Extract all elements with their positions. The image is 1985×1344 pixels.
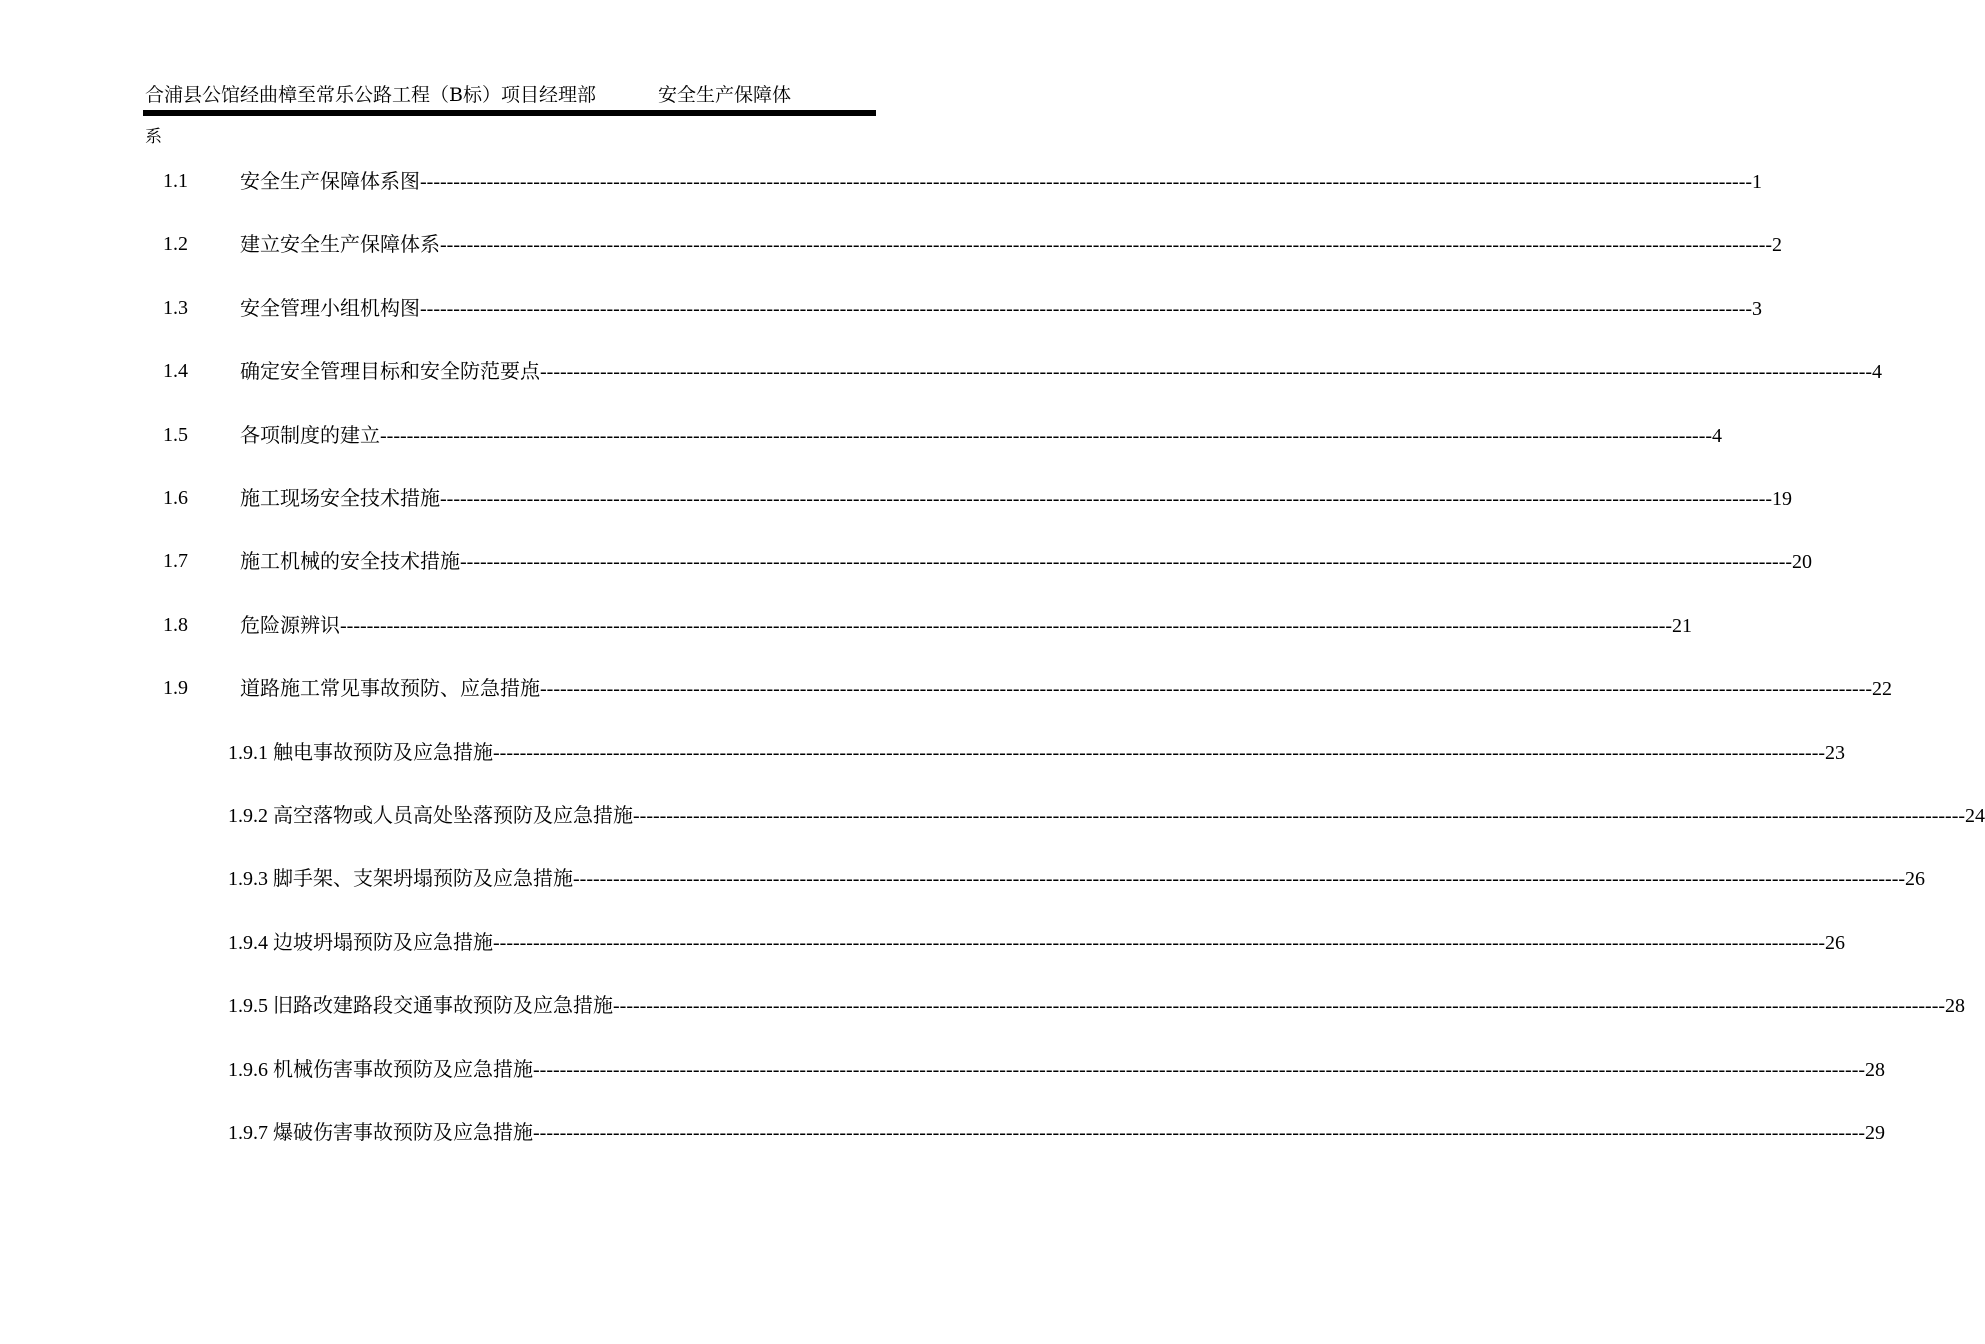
toc-item-title: 边坡坍塌预防及应急措施 — [273, 930, 493, 954]
toc-item-number: 1.2 — [163, 233, 188, 255]
toc-item-title: 安全生产保障体系图 — [240, 169, 420, 193]
toc-item-title: 道路施工常见事故预防、应急措施 — [240, 676, 540, 700]
toc-item-page: 20 — [1792, 551, 1813, 573]
toc-item-title: 施工现场安全技术措施 — [240, 486, 440, 510]
toc-item-page: 23 — [1825, 742, 1846, 764]
toc-entry — [228, 738, 1846, 767]
toc-leader: -------------------------------------------------------------------------------------------------------------------------------------------------------------------------------------------------------- — [493, 742, 1826, 764]
toc-leader: -------------------------------------------------------------------------------------------------------------------------------------------------------------------------------------------------------- — [440, 234, 1773, 256]
toc-item-title: 施工机械的安全技术措施 — [240, 549, 460, 573]
toc-leader: -------------------------------------------------------------------------------------------------------------------------------------------------------------------------------------------------------- — [540, 361, 1873, 383]
toc-item-number: 1.9.7 — [228, 1122, 268, 1144]
toc-leader: -------------------------------------------------------------------------------------------------------------------------------------------------------------------------------------------------------- — [420, 171, 1753, 193]
toc-item-page: 29 — [1865, 1122, 1886, 1144]
toc-item-number: 1.9.2 — [228, 805, 268, 827]
toc-item-page: 19 — [1772, 488, 1793, 510]
toc-entry — [240, 230, 1783, 259]
toc-entry — [240, 294, 1763, 323]
toc-item-title: 机械伤害事故预防及应急措施 — [273, 1057, 533, 1081]
toc-item-number: 1.9.3 — [228, 868, 268, 890]
toc-entry — [240, 357, 1883, 386]
toc-entry — [240, 674, 1893, 703]
toc-leader: -------------------------------------------------------------------------------------------------------------------------------------------------------------------------------------------------------- — [573, 868, 1906, 890]
toc-entry — [228, 864, 1926, 893]
toc-item-title: 危险源辨识 — [240, 613, 340, 637]
toc-item-number: 1.3 — [163, 297, 188, 319]
toc-item-number: 1.9.5 — [228, 995, 268, 1017]
toc-item-page: 22 — [1872, 678, 1893, 700]
toc-item-page: 4 — [1872, 361, 1883, 383]
toc-item-page: 26 — [1825, 932, 1846, 954]
toc-item-page: 28 — [1865, 1059, 1886, 1081]
toc-entry — [240, 547, 1813, 576]
toc-leader: -------------------------------------------------------------------------------------------------------------------------------------------------------------------------------------------------------- — [613, 995, 1946, 1017]
toc-item-number: 1.9 — [163, 677, 188, 699]
toc-item-page: 21 — [1672, 615, 1693, 637]
toc-leader: -------------------------------------------------------------------------------------------------------------------------------------------------------------------------------------------------------- — [540, 678, 1873, 700]
toc-item-number: 1.7 — [163, 550, 188, 572]
toc-entry — [240, 484, 1793, 513]
header-rule — [143, 110, 876, 116]
toc-leader: -------------------------------------------------------------------------------------------------------------------------------------------------------------------------------------------------------- — [633, 805, 1966, 827]
toc-leader: -------------------------------------------------------------------------------------------------------------------------------------------------------------------------------------------------------- — [533, 1059, 1866, 1081]
toc-entry — [228, 1118, 1886, 1147]
toc-leader: -------------------------------------------------------------------------------------------------------------------------------------------------------------------------------------------------------- — [460, 551, 1793, 573]
toc-item-page: 24 — [1965, 805, 1985, 827]
toc-leader: -------------------------------------------------------------------------------------------------------------------------------------------------------------------------------------------------------- — [440, 488, 1773, 510]
toc-item-page: 2 — [1772, 234, 1783, 256]
toc-leader: -------------------------------------------------------------------------------------------------------------------------------------------------------------------------------------------------------- — [493, 932, 1826, 954]
toc-entry — [240, 611, 1693, 640]
toc-item-title: 脚手架、支架坍塌预防及应急措施 — [273, 866, 573, 890]
header-section-title: 安全生产保障体 — [658, 84, 792, 106]
toc-entry — [228, 928, 1846, 957]
toc-entry — [240, 167, 1763, 196]
toc-item-number: 1.9.1 — [228, 742, 268, 764]
toc-entry — [228, 801, 1985, 830]
toc-item-title: 旧路改建路段交通事故预防及应急措施 — [273, 993, 613, 1017]
toc-item-title: 确定安全管理目标和安全防范要点 — [240, 359, 540, 383]
toc-item-number: 1.9.6 — [228, 1059, 268, 1081]
toc-item-number: 1.1 — [163, 170, 188, 192]
toc-entry — [228, 1055, 1886, 1084]
toc-leader: -------------------------------------------------------------------------------------------------------------------------------------------------------------------------------------------------------- — [533, 1122, 1866, 1144]
toc-item-title: 建立安全生产保障体系 — [240, 232, 440, 256]
toc-item-title: 高空落物或人员高处坠落预防及应急措施 — [273, 803, 633, 827]
toc-leader: -------------------------------------------------------------------------------------------------------------------------------------------------------------------------------------------------------- — [340, 615, 1673, 637]
toc-item-page: 1 — [1752, 171, 1763, 193]
toc-leader: -------------------------------------------------------------------------------------------------------------------------------------------------------------------------------------------------------- — [420, 298, 1753, 320]
toc-item-number: 1.5 — [163, 424, 188, 446]
toc-item-page: 4 — [1712, 425, 1723, 447]
toc-item-title: 触电事故预防及应急措施 — [273, 740, 493, 764]
toc-item-title: 各项制度的建立 — [240, 423, 380, 447]
toc-entry — [240, 421, 1723, 450]
toc-item-number: 1.9.4 — [228, 932, 268, 954]
header-organization: 合浦县公馆经曲樟至常乐公路工程（B标）项目经理部 — [145, 84, 596, 106]
toc-item-page: 28 — [1945, 995, 1966, 1017]
header-section-title-wrap: 系 — [145, 127, 162, 147]
toc-leader: -------------------------------------------------------------------------------------------------------------------------------------------------------------------------------------------------------- — [380, 425, 1713, 447]
toc-item-number: 1.4 — [163, 360, 188, 382]
toc-entry — [228, 991, 1966, 1020]
toc-item-page: 26 — [1905, 868, 1926, 890]
toc-item-title: 安全管理小组机构图 — [240, 296, 420, 320]
toc-item-title: 爆破伤害事故预防及应急措施 — [273, 1120, 533, 1144]
toc-item-number: 1.6 — [163, 487, 188, 509]
toc-item-number: 1.8 — [163, 614, 188, 636]
toc-item-page: 3 — [1752, 298, 1763, 320]
